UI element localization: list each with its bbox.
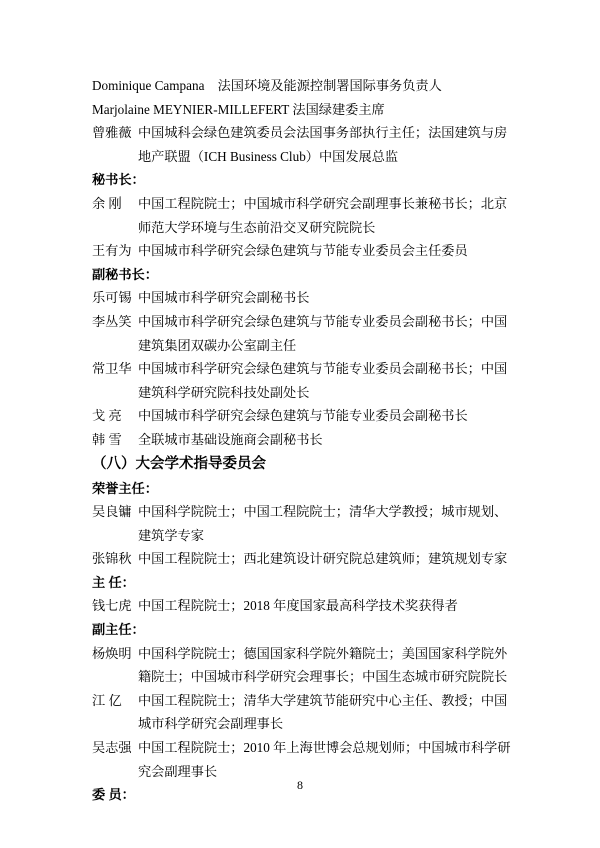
entry-name: 李丛笑: [92, 313, 132, 329]
entry-name: 常卫华: [92, 361, 132, 377]
heading-honorary-director: 荣誉主任：: [92, 480, 158, 496]
entry-jiang-yi: [92, 689, 512, 736]
entry-name: 韩 雪: [92, 431, 122, 447]
entry-han-xue: [92, 428, 512, 452]
entry-chang-weihua: [92, 357, 512, 404]
entry-name: 王有为: [92, 243, 132, 259]
entry-name: 江 亿: [92, 692, 122, 708]
entry-text: 中国城市科学研究会副秘书长: [138, 290, 310, 306]
entry-wu-liangyong: [92, 500, 512, 547]
entry-text: 中国工程院院士；2010 年上海世博会总规划师；中国城市科学研究会副理事长: [138, 740, 511, 779]
entry-zeng-yawei: [92, 121, 512, 168]
entry-name: 戈 亮: [92, 408, 122, 424]
heading-deputy-secretary-general: 副秘书长：: [92, 266, 158, 282]
text-line-meynier: Marjolaine MEYNIER-MILLEFERT 法国绿建委主席: [92, 101, 385, 117]
entry-name: 杨焕明: [92, 645, 132, 661]
entry-text: 中国科学院院士；中国工程院院士；清华大学教授；城市规划、建筑学专家: [138, 504, 508, 543]
page-number: 8: [297, 778, 303, 792]
entry-text: 中国科学院院士；德国国家科学院外籍院士；美国国家科学院外籍院士；中国城市科学研究会理事长；中国生态城市研究院院长: [138, 645, 508, 685]
entry-li-congxiao: [92, 310, 512, 357]
entry-le-kexi: [92, 286, 512, 310]
entry-text: 中国工程院院士；中国城市科学研究会副理事长兼秘书长；北京师范大学环境与生态前沿交叉研究院院长: [138, 195, 508, 235]
entry-text: 全联城市基础设施商会副秘书长: [138, 431, 323, 447]
entry-yu-gang: [92, 192, 512, 239]
entry-text: 中国工程院院士；西北建筑设计研究院总建筑师；建筑规划专家: [138, 551, 508, 567]
entry-name: 余 刚: [92, 195, 122, 211]
entry-text: 中国工程院院士；清华大学建筑节能研究中心主任、教授；中国城市科学研究会副理事长: [138, 692, 508, 732]
entry-name: 吴良镛: [92, 504, 132, 520]
section-heading-academic-committee: （八）大会学术指导委员会: [92, 455, 266, 472]
text-line-campana: Dominique Campana 法国环境及能源控制署国际事务负责人: [92, 78, 442, 93]
entry-zhang-jinqiu: [92, 547, 512, 571]
heading-secretary-general: 秘书长：: [92, 172, 145, 188]
entry-name: 曾雅薇: [92, 125, 132, 141]
document-body: [92, 74, 512, 807]
entry-text: 中国城市科学研究会绿色建筑与节能专业委员会副秘书长: [138, 408, 468, 424]
heading-deputy-director: 副主任：: [92, 622, 145, 638]
heading-member: 委 员：: [92, 787, 135, 803]
heading-director: 主 任：: [92, 574, 135, 590]
entry-name: 钱七虎: [92, 598, 132, 614]
entry-wang-youwei: [92, 239, 512, 263]
entry-wu-zhiqiang: [92, 736, 512, 783]
entry-name: 吴志强: [92, 740, 132, 756]
entry-qian-qihu: [92, 594, 512, 618]
entry-yang-huanming: [92, 642, 512, 689]
entry-name: 张锦秋: [92, 551, 132, 567]
entry-ge-liang: [92, 404, 512, 428]
entry-text: 中国城市科学研究会绿色建筑与节能专业委员会副秘书长；中国建筑集团双碳办公室副主任: [138, 313, 508, 353]
entry-name: 乐可锡: [92, 290, 132, 306]
entry-text: 中国城市科学研究会绿色建筑与节能专业委员会副秘书长；中国建筑科学研究院科技处副处长: [138, 361, 508, 400]
entry-text: 中国工程院院士；2018 年度国家最高科学技术奖获得者: [138, 598, 458, 614]
entry-text: 中国城市科学研究会绿色建筑与节能专业委员会主任委员: [138, 243, 468, 259]
entry-text: 中国城科会绿色建筑委员会法国事务部执行主任；法国建筑与房地产联盟（ICH Business Club）中国发展总监: [138, 125, 508, 164]
